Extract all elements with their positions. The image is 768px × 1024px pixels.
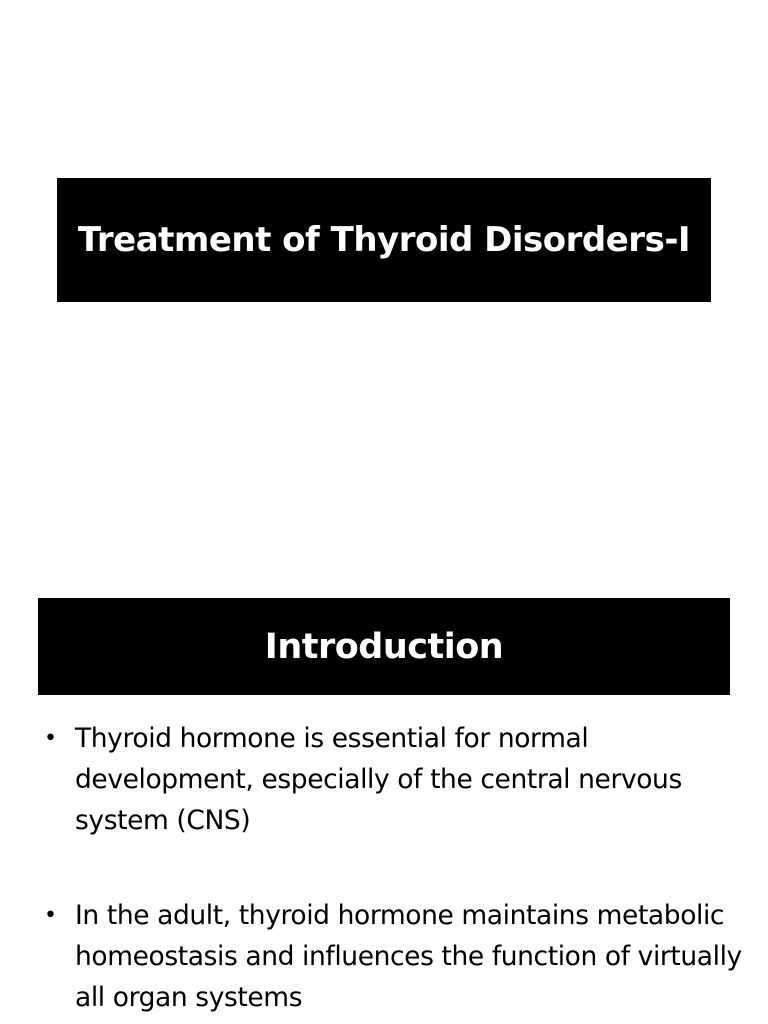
- bullet-item: [44, 895, 744, 1018]
- bullet-list: [44, 718, 744, 1018]
- heading-banner: [38, 598, 730, 695]
- slide-introduction: [0, 560, 768, 1024]
- bullet-text: Thyroid hormone is essential for normal development, especially of the central nervous system (CNS): [75, 723, 682, 836]
- slide-heading: Introduction: [264, 626, 504, 667]
- bullet-item: [44, 718, 744, 841]
- slide-title-text: Treatment of Thyroid Disorders-I: [77, 220, 691, 260]
- bullet-text: In the adult, thyroid hormone maintains metabolic homeostasis and influences the function of virtually all organ systems: [75, 900, 742, 1013]
- bullet-icon: •: [44, 726, 57, 751]
- bullet-icon: •: [44, 903, 57, 928]
- title-banner: [57, 178, 711, 302]
